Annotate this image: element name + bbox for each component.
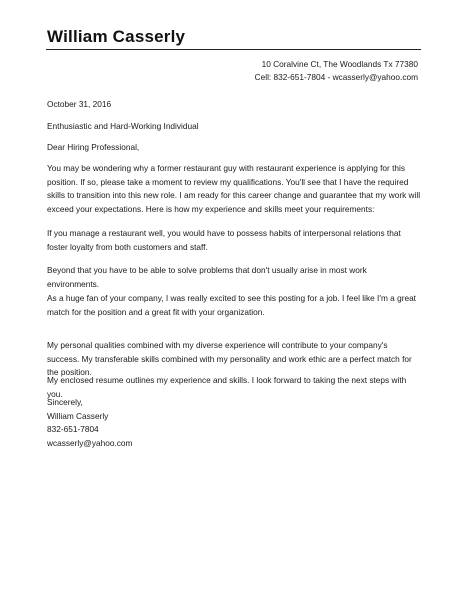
body-paragraph-4: As a huge fan of your company, I was really excited to see this posting for a job. I feel like I'm a great match for the position and a great fit with your organization. [47, 293, 416, 317]
letter-salutation: Dear Hiring Professional, [47, 142, 140, 152]
letter-subject: Enthusiastic and Hard-Working Individual [47, 121, 199, 131]
cell-email-line: Cell: 832-651-7804 - wcasserly@yahoo.com [254, 72, 418, 82]
address-line: 10 Coralvine Ct, The Woodlands Tx 77380 [261, 59, 418, 69]
body-paragraph-1: You may be wondering why a former restaurant guy with restaurant experience is applying for this position. If so, please take a moment to review my qualifications. You'll see that I have the required skills to transition into this new role. I am ready for this career change and guarantee that my work will exceed your expectations. Here is how my experience and skills meet your requirements: [47, 163, 421, 214]
signature-block [47, 396, 421, 450]
body-paragraph-5: My personal qualities combined with my diverse experience will contribute to your company's success. My transferable skills combined with my personality and work ethic are a perfect match for the position. [47, 340, 412, 378]
body-paragraph-6: My enclosed resume outlines my experience and skills. I look forward to taking the next steps with you. [47, 375, 407, 399]
valediction: Sincerely, [47, 397, 83, 407]
signer-name: William Casserly [47, 410, 109, 421]
header-divider [46, 49, 421, 50]
contact-block [255, 58, 418, 84]
body-paragraph-3: Beyond that you have to be able to solve problems that don't usually arise in most work environments. [47, 265, 367, 289]
letter-date: October 31, 2016 [47, 99, 112, 109]
applicant-name-heading: William Casserly [47, 27, 186, 46]
body-paragraph-2: If you manage a restaurant well, you would have to possess habits of interpersonal relations that foster loyalty from both customers and staff. [47, 228, 401, 252]
signer-email: wcasserly@yahoo.com [47, 437, 133, 448]
signer-phone: 832-651-7804 [47, 424, 99, 435]
